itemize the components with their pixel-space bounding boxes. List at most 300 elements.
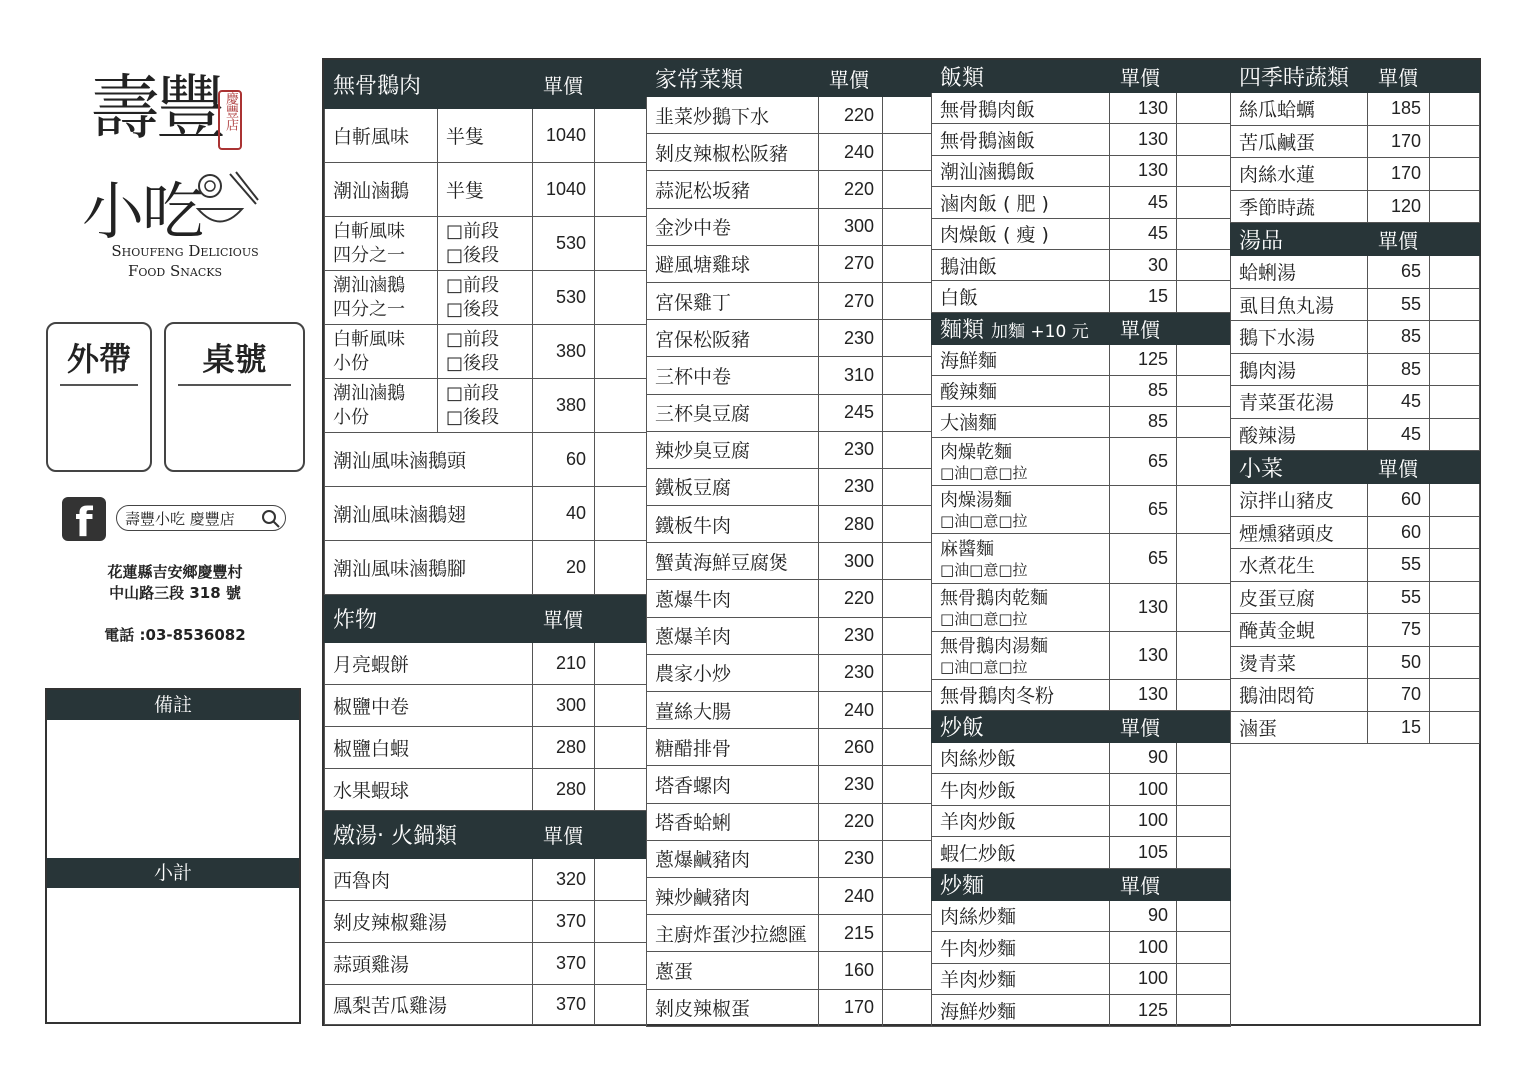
table-row (647, 580, 932, 617)
item-price: 370 (533, 943, 595, 985)
item-name: 虱目魚丸湯 (1231, 288, 1368, 321)
section-title-side: 小菜 (1231, 451, 1368, 484)
item-price: 130 (1110, 155, 1177, 186)
item-name: 羊肉炒飯 (932, 805, 1110, 837)
item-price: 300 (819, 208, 883, 245)
table-row (647, 803, 932, 840)
item-name: 四分之一 (333, 298, 405, 320)
noodle-options[interactable]: □油□意□拉 (940, 609, 1028, 628)
table-row (932, 375, 1231, 406)
price-label: 單價 (1368, 451, 1480, 484)
quantity-cell[interactable] (1177, 533, 1231, 583)
item-name: 月亮蝦餅 (325, 643, 533, 685)
item-price: 280 (533, 769, 595, 811)
quantity-cell[interactable] (883, 580, 932, 617)
item-price: 55 (1368, 549, 1430, 582)
table-row (647, 952, 932, 989)
item-name: 金沙中卷 (647, 208, 819, 245)
item-name: 肉絲炒麵 (932, 900, 1110, 932)
item-price: 70 (1368, 679, 1430, 712)
item-name: 鵝下水湯 (1231, 321, 1368, 354)
quantity-cell[interactable] (1177, 281, 1231, 312)
table-row (1231, 418, 1480, 451)
item-name: 水煮花生 (1231, 549, 1368, 582)
quantity-cell[interactable] (883, 654, 932, 691)
item-name: 滷肉飯 ( 肥 ) (932, 187, 1110, 218)
item-price: 230 (819, 654, 883, 691)
price-label: 單價 (1368, 223, 1480, 256)
table-row (325, 325, 647, 379)
quantity-cell[interactable] (883, 468, 932, 505)
quantity-cell[interactable] (1430, 418, 1480, 451)
quantity-cell[interactable] (1177, 805, 1231, 837)
front-checkbox[interactable]: □前段 (446, 382, 500, 404)
item-name: 醃黃金蜆 (1231, 614, 1368, 647)
table-row (932, 837, 1231, 869)
quantity-cell[interactable] (1177, 249, 1231, 280)
quantity-cell[interactable] (1177, 187, 1231, 218)
item-price: 40 (533, 487, 595, 541)
quantity-cell[interactable] (1177, 583, 1231, 631)
quantity-cell[interactable] (883, 692, 932, 729)
goose-table (324, 60, 647, 1025)
quantity-cell[interactable] (883, 282, 932, 319)
item-price: 65 (1110, 437, 1177, 485)
table-row (1231, 646, 1480, 679)
quantity-cell[interactable] (1177, 995, 1231, 1027)
item-name: 無骨鵝肉乾麵 (940, 587, 1048, 609)
item-price: 130 (1110, 124, 1177, 155)
price-label: 單價 (1368, 61, 1480, 93)
table-row (325, 433, 647, 487)
table-row (647, 766, 932, 803)
quantity-cell[interactable] (1177, 93, 1231, 124)
quantity-cell[interactable] (1177, 485, 1231, 533)
item-name: 宮保松阪豬 (647, 320, 819, 357)
phone: 電話 :03-8536082 (104, 626, 246, 644)
quantity-cell[interactable] (1177, 437, 1231, 485)
quantity-cell[interactable] (1430, 256, 1480, 289)
table-row (932, 995, 1231, 1027)
price-label: 單價 (1110, 868, 1231, 900)
table-row (325, 727, 647, 769)
item-price: 100 (1110, 932, 1177, 964)
section-title-goose: 無骨鵝肉 (325, 61, 533, 109)
quantity-cell[interactable] (1430, 125, 1480, 158)
item-name: 辣炒臭豆腐 (647, 431, 819, 468)
table-row (647, 320, 932, 357)
table-row (647, 543, 932, 580)
item-price: 100 (1110, 805, 1177, 837)
table-row (325, 541, 647, 595)
search-icon (261, 509, 281, 529)
item-price: 370 (533, 985, 595, 1025)
front-checkbox[interactable]: □前段 (446, 220, 500, 242)
item-price: 230 (819, 840, 883, 877)
table-row (647, 915, 932, 952)
item-name: 水果蝦球 (325, 769, 533, 811)
item-price: 220 (819, 580, 883, 617)
table-row (1231, 516, 1480, 549)
quantity-cell[interactable] (883, 989, 932, 1026)
table-row (325, 685, 647, 727)
table-row (932, 631, 1231, 679)
item-price: 530 (533, 271, 595, 325)
item-price: 65 (1110, 533, 1177, 583)
table-row (1231, 190, 1480, 223)
item-price: 310 (819, 357, 883, 394)
item-name: 三杯臭豆腐 (647, 394, 819, 431)
section-title-fried-noodles: 炒麵 (932, 868, 1110, 900)
table-row (647, 282, 932, 319)
quantity-cell[interactable] (1177, 900, 1231, 932)
item-name: 肉絲炒飯 (932, 742, 1110, 774)
quantity-cell[interactable] (883, 915, 932, 952)
quantity-cell[interactable] (883, 208, 932, 245)
quantity-cell[interactable] (883, 617, 932, 654)
item-price: 270 (819, 245, 883, 282)
item-name: 鵝油飯 (932, 249, 1110, 280)
item-name: 無骨鵝肉飯 (932, 93, 1110, 124)
quantity-cell[interactable] (1177, 218, 1231, 249)
table-row (932, 249, 1231, 280)
item-name: 蒜泥松坂豬 (647, 171, 819, 208)
table-number-box[interactable] (164, 322, 305, 472)
item-price: 30 (1110, 249, 1177, 280)
item-name: 蔥蛋 (647, 952, 819, 989)
table-row (932, 805, 1231, 837)
quantity-cell[interactable] (1430, 581, 1480, 614)
table-row (325, 769, 647, 811)
quantity-cell[interactable] (883, 97, 932, 134)
item-price: 65 (1368, 256, 1430, 289)
table-row (325, 943, 647, 985)
quantity-cell[interactable] (1430, 646, 1480, 679)
quantity-cell[interactable] (1177, 963, 1231, 995)
quantity-cell[interactable] (1430, 158, 1480, 191)
noodle-options[interactable]: □油□意□拉 (940, 511, 1028, 530)
item-price: 130 (1110, 583, 1177, 631)
table-row (1231, 321, 1480, 354)
address-line1: 花蓮縣吉安鄉慶豐村 (107, 563, 243, 581)
quantity-cell[interactable] (883, 952, 932, 989)
item-name: 鵝肉湯 (1231, 353, 1368, 386)
item-name: 蔥爆牛肉 (647, 580, 819, 617)
table-row (1231, 125, 1480, 158)
brand-name-line1: 壽豐 (90, 67, 222, 149)
quantity-cell[interactable] (1177, 155, 1231, 186)
item-name: 絲瓜蛤蠣 (1231, 93, 1368, 126)
item-name: 大滷麵 (932, 406, 1110, 437)
item-price: 380 (533, 325, 595, 379)
table-row (325, 379, 647, 433)
item-name: 四分之一 (333, 244, 405, 266)
table-row (647, 506, 932, 543)
section-title-veg: 四季時蔬類 (1231, 61, 1368, 93)
price-label: 單價 (819, 61, 932, 97)
remarks-header: 備註 (47, 690, 299, 720)
facebook-icon[interactable]: f (62, 497, 106, 541)
item-name: 白斬風味 (333, 220, 405, 242)
quantity-cell[interactable] (1430, 614, 1480, 647)
table-row (932, 533, 1231, 583)
veg-soup-side-table (1230, 60, 1480, 744)
item-name: 蝦仁炒飯 (932, 837, 1110, 869)
item-price: 370 (533, 901, 595, 943)
item-name: 牛肉炒飯 (932, 774, 1110, 806)
brand-english-line2: Food Snacks (127, 262, 223, 280)
table-row (647, 208, 932, 245)
item-name: 無骨鵝肉冬粉 (932, 679, 1110, 710)
item-price: 160 (819, 952, 883, 989)
item-price: 65 (1110, 485, 1177, 533)
item-name: 季節時蔬 (1231, 190, 1368, 223)
item-price: 530 (533, 217, 595, 271)
quantity-cell[interactable] (883, 245, 932, 282)
table-row (932, 583, 1231, 631)
table-row (325, 109, 647, 163)
noodle-options[interactable]: □油□意□拉 (940, 657, 1028, 676)
item-name: 蒜頭雞湯 (325, 943, 533, 985)
quantity-cell[interactable] (1177, 344, 1231, 375)
item-name: 鐵板豆腐 (647, 468, 819, 505)
item-name: 牛肉炒麵 (932, 932, 1110, 964)
item-portion: 半隻 (438, 163, 533, 217)
item-price: 220 (819, 171, 883, 208)
item-price: 240 (819, 692, 883, 729)
item-price: 220 (819, 97, 883, 134)
quantity-cell[interactable] (1177, 742, 1231, 774)
item-price: 100 (1110, 963, 1177, 995)
table-row (1231, 581, 1480, 614)
quantity-cell[interactable] (1430, 93, 1480, 126)
quantity-cell[interactable] (883, 729, 932, 766)
item-name: 肉絲水蓮 (1231, 158, 1368, 191)
table-row (932, 900, 1231, 932)
remarks-box[interactable] (45, 688, 301, 1024)
table-row (647, 171, 932, 208)
table-row (1231, 288, 1480, 321)
item-name: 塔香蛤蜊 (647, 803, 819, 840)
quantity-cell[interactable] (1177, 375, 1231, 406)
brand-logo (70, 52, 290, 287)
item-price: 20 (533, 541, 595, 595)
quantity-cell[interactable] (1430, 321, 1480, 354)
quantity-cell[interactable] (1177, 837, 1231, 869)
quantity-cell[interactable] (1177, 406, 1231, 437)
quantity-cell[interactable] (883, 803, 932, 840)
quantity-cell[interactable] (1177, 774, 1231, 806)
item-name: 酸辣麵 (932, 375, 1110, 406)
quantity-cell[interactable] (1430, 549, 1480, 582)
item-price: 240 (819, 877, 883, 914)
quantity-cell[interactable] (1177, 932, 1231, 964)
item-name: 青菜蛋花湯 (1231, 386, 1368, 419)
back-checkbox[interactable]: □後段 (446, 406, 500, 428)
back-checkbox[interactable]: □後段 (446, 244, 500, 266)
quantity-cell[interactable] (883, 431, 932, 468)
item-price: 230 (819, 468, 883, 505)
table-row (932, 774, 1231, 806)
quantity-cell[interactable] (1430, 386, 1480, 419)
item-price: 300 (533, 685, 595, 727)
rice-noodle-table (931, 60, 1231, 1027)
table-row (325, 901, 647, 943)
quantity-cell[interactable] (1430, 288, 1480, 321)
item-name: 糖醋排骨 (647, 729, 819, 766)
table-row (647, 134, 932, 171)
table-row (647, 357, 932, 394)
quantity-cell[interactable] (883, 171, 932, 208)
table-row (647, 692, 932, 729)
table-row (1231, 484, 1480, 517)
item-price: 90 (1110, 900, 1177, 932)
quantity-cell[interactable] (883, 877, 932, 914)
item-price: 45 (1368, 418, 1430, 451)
table-row (325, 487, 647, 541)
item-price: 60 (533, 433, 595, 487)
item-price: 15 (1368, 711, 1430, 744)
item-price: 130 (1110, 631, 1177, 679)
table-row (932, 963, 1231, 995)
item-name: 三杯中卷 (647, 357, 819, 394)
item-name: 潮汕滷鵝 (333, 382, 405, 404)
item-price: 55 (1368, 288, 1430, 321)
quantity-cell[interactable] (1430, 484, 1480, 517)
table-row (1231, 679, 1480, 712)
noodle-options[interactable]: □油□意□拉 (940, 463, 1028, 482)
item-price: 15 (1110, 281, 1177, 312)
item-name: 潮汕滷鵝 (333, 274, 405, 296)
item-name: 宮保雞丁 (647, 282, 819, 319)
item-name: 煙燻豬頭皮 (1231, 516, 1368, 549)
table-row (647, 877, 932, 914)
item-price: 55 (1368, 581, 1430, 614)
quantity-cell[interactable] (1177, 679, 1231, 710)
item-name: 白斬風味 (325, 109, 438, 163)
table-row (1231, 549, 1480, 582)
table-row (932, 155, 1231, 186)
quantity-cell[interactable] (883, 766, 932, 803)
table-row (1231, 93, 1480, 126)
quantity-cell[interactable] (883, 357, 932, 394)
takeout-box[interactable] (46, 322, 152, 472)
table-row (1231, 711, 1480, 744)
quantity-cell[interactable] (883, 506, 932, 543)
item-name: 涼拌山豬皮 (1231, 484, 1368, 517)
item-price: 130 (1110, 93, 1177, 124)
table-row (932, 485, 1231, 533)
section-title-rice: 飯類 (932, 61, 1110, 93)
item-price: 230 (819, 431, 883, 468)
item-price: 45 (1110, 218, 1177, 249)
address-line2: 中山路三段 318 號 (109, 584, 241, 602)
table-row (932, 932, 1231, 964)
item-name: 海鮮麵 (932, 344, 1110, 375)
table-row (932, 93, 1231, 124)
noodle-options[interactable]: □油□意□拉 (940, 560, 1028, 579)
item-price: 170 (819, 989, 883, 1026)
price-label: 單價 (533, 61, 647, 109)
quantity-cell[interactable] (883, 394, 932, 431)
item-name: 羊肉炒麵 (932, 963, 1110, 995)
item-price: 280 (819, 506, 883, 543)
quantity-cell[interactable] (883, 840, 932, 877)
item-name: 塔香螺肉 (647, 766, 819, 803)
table-row (932, 218, 1231, 249)
table-row (647, 468, 932, 505)
item-name: 椒鹽白蝦 (325, 727, 533, 769)
table-row (647, 989, 932, 1026)
front-checkbox[interactable]: □前段 (446, 328, 500, 350)
table-row (1231, 256, 1480, 289)
item-price: 210 (533, 643, 595, 685)
item-name: 蟹黃海鮮豆腐煲 (647, 543, 819, 580)
item-name: 肉燥飯 ( 瘦 ) (932, 218, 1110, 249)
table-row (932, 406, 1231, 437)
section-title-soup-pot: 燉湯‧ 火鍋類 (325, 811, 533, 859)
table-row (647, 840, 932, 877)
quantity-cell[interactable] (1430, 679, 1480, 712)
quantity-cell[interactable] (883, 320, 932, 357)
item-name: 無骨鵝滷飯 (932, 124, 1110, 155)
back-checkbox[interactable]: □後段 (446, 298, 500, 320)
price-label: 單價 (1110, 710, 1231, 742)
item-price: 1040 (533, 109, 595, 163)
item-price: 170 (1368, 125, 1430, 158)
home-dishes-table (646, 60, 932, 1027)
quantity-cell[interactable] (883, 134, 932, 171)
item-name: 剝皮辣椒雞湯 (325, 901, 533, 943)
back-checkbox[interactable]: □後段 (446, 352, 500, 374)
item-price: 240 (819, 134, 883, 171)
table-row (1231, 614, 1480, 647)
quantity-cell[interactable] (1177, 631, 1231, 679)
extra-noodle-note: 加麵 +10 元 (991, 321, 1089, 342)
subtotal-header: 小計 (47, 858, 299, 888)
item-name: 潮汕滷鵝飯 (932, 155, 1110, 186)
item-price: 85 (1110, 375, 1177, 406)
quantity-cell[interactable] (1430, 516, 1480, 549)
item-portion: 半隻 (438, 109, 533, 163)
item-name: 剝皮辣椒蛋 (647, 989, 819, 1026)
takeout-label: 外帶 (66, 340, 131, 378)
item-price: 380 (533, 379, 595, 433)
quantity-cell[interactable] (1430, 353, 1480, 386)
item-price: 185 (1368, 93, 1430, 126)
quantity-cell[interactable] (1430, 190, 1480, 223)
quantity-cell[interactable] (883, 543, 932, 580)
item-price: 300 (819, 543, 883, 580)
table-row (932, 679, 1231, 710)
item-name: 鐵板牛肉 (647, 506, 819, 543)
front-checkbox[interactable]: □前段 (446, 274, 500, 296)
item-price: 85 (1110, 406, 1177, 437)
item-name: 薑絲大腸 (647, 692, 819, 729)
quantity-cell[interactable] (1177, 124, 1231, 155)
item-name: 鵝油悶筍 (1231, 679, 1368, 712)
item-name: 麻醬麵 (940, 538, 994, 560)
item-name: 潮汕風味滷鵝翅 (325, 487, 533, 541)
quantity-cell[interactable] (1430, 711, 1480, 744)
item-price: 215 (819, 915, 883, 952)
item-price: 85 (1368, 321, 1430, 354)
facebook-search-box[interactable] (116, 505, 286, 531)
table-row (932, 281, 1231, 312)
item-name: 農家小炒 (647, 654, 819, 691)
item-price: 1040 (533, 163, 595, 217)
table-row (1231, 353, 1480, 386)
